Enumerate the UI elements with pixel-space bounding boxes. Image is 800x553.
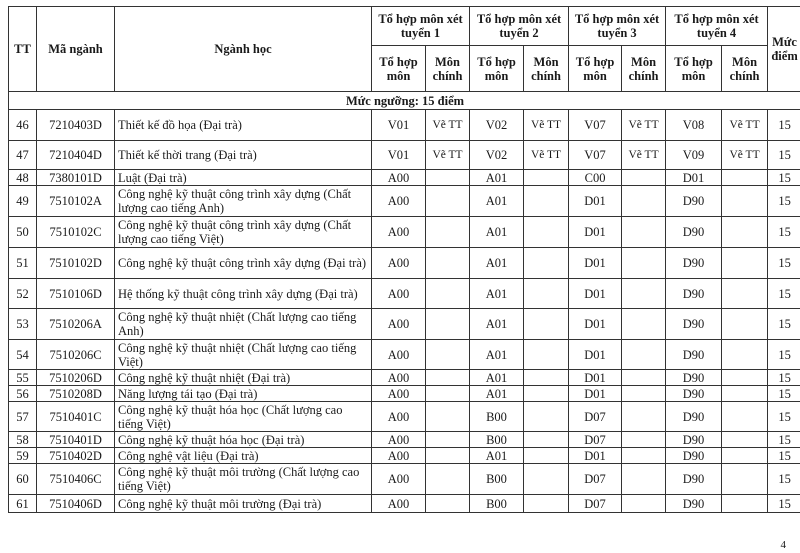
admission-table bbox=[8, 6, 800, 513]
cell-m4 bbox=[722, 402, 768, 432]
cell-m1 bbox=[426, 340, 470, 370]
cell-m1 bbox=[426, 370, 470, 386]
cell-m3 bbox=[622, 464, 666, 495]
cell-t1: A00 bbox=[372, 309, 426, 340]
cell-nganh: Công nghệ kỹ thuật nhiệt (Đại trà) bbox=[115, 370, 372, 386]
cell-tt: 59 bbox=[9, 448, 37, 464]
cell-m2: Vẽ TT bbox=[524, 110, 569, 141]
cell-tt: 61 bbox=[9, 495, 37, 513]
cell-m3 bbox=[622, 170, 666, 186]
cell-t1: A00 bbox=[372, 448, 426, 464]
cell-diem: 15 bbox=[768, 370, 800, 386]
cell-nganh: Công nghệ kỹ thuật hóa học (Chất lượng cao tiếng Việt) bbox=[115, 402, 372, 432]
cell-t4: D90 bbox=[666, 309, 722, 340]
table-row bbox=[9, 309, 800, 340]
table-row bbox=[9, 432, 800, 448]
cell-m2 bbox=[524, 464, 569, 495]
cell-t4: D90 bbox=[666, 248, 722, 279]
cell-ma: 7210404D bbox=[37, 141, 115, 170]
col-nganh-hoc: Ngành học bbox=[115, 7, 372, 92]
cell-m4 bbox=[722, 309, 768, 340]
table-row bbox=[9, 170, 800, 186]
cell-nganh: Công nghệ kỹ thuật công trình xây dựng (Chất lượng cao tiếng Việt) bbox=[115, 217, 372, 248]
cell-tt: 53 bbox=[9, 309, 37, 340]
cell-t3: D01 bbox=[569, 386, 622, 402]
cell-nganh: Năng lượng tái tạo (Đại trà) bbox=[115, 386, 372, 402]
cell-m1 bbox=[426, 248, 470, 279]
cell-m3 bbox=[622, 279, 666, 309]
cell-m2 bbox=[524, 217, 569, 248]
cell-diem: 15 bbox=[768, 386, 800, 402]
cell-diem: 15 bbox=[768, 309, 800, 340]
cell-ma: 7510401C bbox=[37, 402, 115, 432]
cell-ma: 7510206C bbox=[37, 340, 115, 370]
cell-tt: 47 bbox=[9, 141, 37, 170]
cell-m2 bbox=[524, 340, 569, 370]
cell-t4: D90 bbox=[666, 186, 722, 217]
cell-ma: 7510401D bbox=[37, 432, 115, 448]
cell-t2: A01 bbox=[470, 170, 524, 186]
cell-t4: D90 bbox=[666, 448, 722, 464]
cell-ma: 7510402D bbox=[37, 448, 115, 464]
cell-ma: 7510206D bbox=[37, 370, 115, 386]
cell-ma: 7510406D bbox=[37, 495, 115, 513]
cell-tt: 58 bbox=[9, 432, 37, 448]
cell-t1: A00 bbox=[372, 248, 426, 279]
cell-m4 bbox=[722, 448, 768, 464]
cell-diem: 15 bbox=[768, 110, 800, 141]
cell-m4 bbox=[722, 186, 768, 217]
cell-t1: A00 bbox=[372, 340, 426, 370]
cell-t3: D01 bbox=[569, 279, 622, 309]
cell-t3: V07 bbox=[569, 110, 622, 141]
cell-t1: A00 bbox=[372, 432, 426, 448]
cell-ma: 7380101D bbox=[37, 170, 115, 186]
cell-nganh: Công nghệ kỹ thuật môi trường (Chất lượng cao tiếng Việt) bbox=[115, 464, 372, 495]
cell-t1: A00 bbox=[372, 402, 426, 432]
cell-t3: D01 bbox=[569, 309, 622, 340]
cell-t2: B00 bbox=[470, 432, 524, 448]
cell-t2: A01 bbox=[470, 448, 524, 464]
cell-t4: D90 bbox=[666, 402, 722, 432]
cell-t4: V09 bbox=[666, 141, 722, 170]
cell-ma: 7510206A bbox=[37, 309, 115, 340]
sub-mon-chinh: Môn chính bbox=[524, 46, 569, 92]
col-group-1: Tổ hợp môn xét tuyển 1 bbox=[372, 7, 470, 46]
cell-tt: 57 bbox=[9, 402, 37, 432]
cell-t1: V01 bbox=[372, 110, 426, 141]
sub-mon-chinh: Môn chính bbox=[622, 46, 666, 92]
cell-t3: D01 bbox=[569, 217, 622, 248]
cell-m3 bbox=[622, 386, 666, 402]
cell-t3: D01 bbox=[569, 248, 622, 279]
page-number: 4 bbox=[780, 539, 786, 551]
table-row bbox=[9, 464, 800, 495]
cell-m1 bbox=[426, 432, 470, 448]
cell-m1 bbox=[426, 464, 470, 495]
table-row bbox=[9, 217, 800, 248]
table-row bbox=[9, 248, 800, 279]
cell-nganh: Công nghệ kỹ thuật nhiệt (Chất lượng cao tiếng Anh) bbox=[115, 309, 372, 340]
cell-nganh: Công nghệ kỹ thuật công trình xây dựng (Đại trà) bbox=[115, 248, 372, 279]
cell-m4 bbox=[722, 495, 768, 513]
cell-m3 bbox=[622, 309, 666, 340]
cell-diem: 15 bbox=[768, 340, 800, 370]
cell-t2: B00 bbox=[470, 495, 524, 513]
cell-t1: A00 bbox=[372, 370, 426, 386]
cell-tt: 60 bbox=[9, 464, 37, 495]
cell-diem: 15 bbox=[768, 217, 800, 248]
cell-m4 bbox=[722, 248, 768, 279]
cell-ma: 7510102C bbox=[37, 217, 115, 248]
col-group-3: Tổ hợp môn xét tuyển 3 bbox=[569, 7, 666, 46]
cell-m2 bbox=[524, 495, 569, 513]
cell-m1 bbox=[426, 386, 470, 402]
cell-m1 bbox=[426, 186, 470, 217]
cell-diem: 15 bbox=[768, 170, 800, 186]
cell-t2: V02 bbox=[470, 141, 524, 170]
cell-t1: A00 bbox=[372, 170, 426, 186]
cell-t2: A01 bbox=[470, 186, 524, 217]
table-row bbox=[9, 402, 800, 432]
table-row bbox=[9, 495, 800, 513]
cell-m4 bbox=[722, 279, 768, 309]
cell-m2 bbox=[524, 309, 569, 340]
threshold-band: Mức ngưỡng: 15 điểm bbox=[9, 92, 800, 110]
cell-m2 bbox=[524, 402, 569, 432]
cell-m1 bbox=[426, 170, 470, 186]
cell-m3 bbox=[622, 402, 666, 432]
cell-m2 bbox=[524, 248, 569, 279]
cell-m4 bbox=[722, 464, 768, 495]
cell-t4: D90 bbox=[666, 370, 722, 386]
cell-m3 bbox=[622, 432, 666, 448]
cell-t4: D90 bbox=[666, 279, 722, 309]
sub-to-hop: Tổ hợp môn bbox=[372, 46, 426, 92]
sub-mon-chinh: Môn chính bbox=[426, 46, 470, 92]
table-row bbox=[9, 110, 800, 141]
cell-ma: 7510406C bbox=[37, 464, 115, 495]
cell-t2: B00 bbox=[470, 464, 524, 495]
cell-t3: D07 bbox=[569, 495, 622, 513]
cell-t1: V01 bbox=[372, 141, 426, 170]
cell-m3 bbox=[622, 340, 666, 370]
cell-nganh: Công nghệ vật liệu (Đại trà) bbox=[115, 448, 372, 464]
cell-t2: V02 bbox=[470, 110, 524, 141]
cell-t1: A00 bbox=[372, 217, 426, 248]
cell-t3: D07 bbox=[569, 432, 622, 448]
cell-m1 bbox=[426, 309, 470, 340]
cell-t2: B00 bbox=[470, 402, 524, 432]
cell-ma: 7510102D bbox=[37, 248, 115, 279]
cell-diem: 15 bbox=[768, 495, 800, 513]
cell-t2: A01 bbox=[470, 248, 524, 279]
col-ma-nganh: Mã ngành bbox=[37, 7, 115, 92]
cell-t1: A00 bbox=[372, 495, 426, 513]
cell-ma: 7510106D bbox=[37, 279, 115, 309]
cell-t3: D01 bbox=[569, 370, 622, 386]
cell-m1: Vẽ TT bbox=[426, 110, 470, 141]
cell-tt: 50 bbox=[9, 217, 37, 248]
sub-to-hop: Tổ hợp môn bbox=[569, 46, 622, 92]
cell-t2: A01 bbox=[470, 386, 524, 402]
cell-diem: 15 bbox=[768, 248, 800, 279]
cell-t3: V07 bbox=[569, 141, 622, 170]
sub-to-hop: Tổ hợp môn bbox=[666, 46, 722, 92]
cell-tt: 56 bbox=[9, 386, 37, 402]
cell-t4: D90 bbox=[666, 432, 722, 448]
cell-t1: A00 bbox=[372, 186, 426, 217]
cell-tt: 48 bbox=[9, 170, 37, 186]
cell-m3 bbox=[622, 495, 666, 513]
table-row bbox=[9, 370, 800, 386]
cell-m2 bbox=[524, 370, 569, 386]
cell-m1 bbox=[426, 448, 470, 464]
cell-nganh: Thiết kế đồ họa (Đại trà) bbox=[115, 110, 372, 141]
cell-m3 bbox=[622, 186, 666, 217]
cell-t3: D01 bbox=[569, 448, 622, 464]
cell-t2: A01 bbox=[470, 279, 524, 309]
sub-mon-chinh: Môn chính bbox=[722, 46, 768, 92]
cell-t3: C00 bbox=[569, 170, 622, 186]
cell-nganh: Công nghệ kỹ thuật hóa học (Đại trà) bbox=[115, 432, 372, 448]
cell-t4: D90 bbox=[666, 464, 722, 495]
cell-t1: A00 bbox=[372, 279, 426, 309]
cell-diem: 15 bbox=[768, 186, 800, 217]
cell-m2 bbox=[524, 448, 569, 464]
cell-tt: 46 bbox=[9, 110, 37, 141]
cell-diem: 15 bbox=[768, 279, 800, 309]
cell-t3: D07 bbox=[569, 464, 622, 495]
cell-t3: D01 bbox=[569, 186, 622, 217]
cell-nganh: Luật (Đại trà) bbox=[115, 170, 372, 186]
cell-t4: D01 bbox=[666, 170, 722, 186]
cell-m2: Vẽ TT bbox=[524, 141, 569, 170]
cell-diem: 15 bbox=[768, 141, 800, 170]
cell-m1: Vẽ TT bbox=[426, 141, 470, 170]
cell-nganh: Công nghệ kỹ thuật nhiệt (Chất lượng cao tiếng Việt) bbox=[115, 340, 372, 370]
table-row bbox=[9, 340, 800, 370]
col-group-2: Tổ hợp môn xét tuyển 2 bbox=[470, 7, 569, 46]
table-row bbox=[9, 448, 800, 464]
cell-ma: 7510208D bbox=[37, 386, 115, 402]
cell-m4 bbox=[722, 370, 768, 386]
col-group-4: Tổ hợp môn xét tuyển 4 bbox=[666, 7, 768, 46]
cell-m3 bbox=[622, 248, 666, 279]
cell-t2: A01 bbox=[470, 217, 524, 248]
table-row bbox=[9, 386, 800, 402]
cell-m3: Vẽ TT bbox=[622, 141, 666, 170]
cell-nganh: Công nghệ kỹ thuật công trình xây dựng (Chất lượng cao tiếng Anh) bbox=[115, 186, 372, 217]
cell-m4: Vẽ TT bbox=[722, 141, 768, 170]
cell-nganh: Thiết kế thời trang (Đại trà) bbox=[115, 141, 372, 170]
cell-m4 bbox=[722, 432, 768, 448]
cell-m1 bbox=[426, 495, 470, 513]
cell-ma: 7510102A bbox=[37, 186, 115, 217]
table-row bbox=[9, 279, 800, 309]
col-muc-diem: Mức điểm bbox=[768, 7, 800, 92]
cell-t4: D90 bbox=[666, 386, 722, 402]
cell-t1: A00 bbox=[372, 464, 426, 495]
cell-m3 bbox=[622, 370, 666, 386]
cell-m2 bbox=[524, 432, 569, 448]
cell-t4: V08 bbox=[666, 110, 722, 141]
cell-tt: 51 bbox=[9, 248, 37, 279]
cell-tt: 49 bbox=[9, 186, 37, 217]
cell-m2 bbox=[524, 279, 569, 309]
cell-t4: D90 bbox=[666, 495, 722, 513]
cell-diem: 15 bbox=[768, 402, 800, 432]
table-row bbox=[9, 186, 800, 217]
cell-t2: A01 bbox=[470, 309, 524, 340]
cell-tt: 52 bbox=[9, 279, 37, 309]
cell-m4 bbox=[722, 340, 768, 370]
cell-tt: 55 bbox=[9, 370, 37, 386]
cell-t3: D01 bbox=[569, 340, 622, 370]
cell-t2: A01 bbox=[470, 370, 524, 386]
cell-m3 bbox=[622, 217, 666, 248]
cell-t3: D07 bbox=[569, 402, 622, 432]
col-tt: TT bbox=[9, 7, 37, 92]
cell-nganh: Công nghệ kỹ thuật môi trường (Đại trà) bbox=[115, 495, 372, 513]
cell-m4 bbox=[722, 217, 768, 248]
cell-m1 bbox=[426, 402, 470, 432]
cell-t4: D90 bbox=[666, 217, 722, 248]
cell-diem: 15 bbox=[768, 464, 800, 495]
cell-m1 bbox=[426, 279, 470, 309]
cell-diem: 15 bbox=[768, 448, 800, 464]
cell-m3: Vẽ TT bbox=[622, 110, 666, 141]
cell-m2 bbox=[524, 386, 569, 402]
cell-m2 bbox=[524, 170, 569, 186]
cell-m2 bbox=[524, 186, 569, 217]
cell-m4: Vẽ TT bbox=[722, 110, 768, 141]
cell-t2: A01 bbox=[470, 340, 524, 370]
cell-tt: 54 bbox=[9, 340, 37, 370]
cell-m3 bbox=[622, 448, 666, 464]
cell-m4 bbox=[722, 386, 768, 402]
cell-m4 bbox=[722, 170, 768, 186]
cell-t1: A00 bbox=[372, 386, 426, 402]
cell-t4: D90 bbox=[666, 340, 722, 370]
cell-m1 bbox=[426, 217, 470, 248]
cell-nganh: Hệ thống kỹ thuật công trình xây dựng (Đại trà) bbox=[115, 279, 372, 309]
cell-diem: 15 bbox=[768, 432, 800, 448]
table-row bbox=[9, 141, 800, 170]
cell-ma: 7210403D bbox=[37, 110, 115, 141]
sub-to-hop: Tổ hợp môn bbox=[470, 46, 524, 92]
